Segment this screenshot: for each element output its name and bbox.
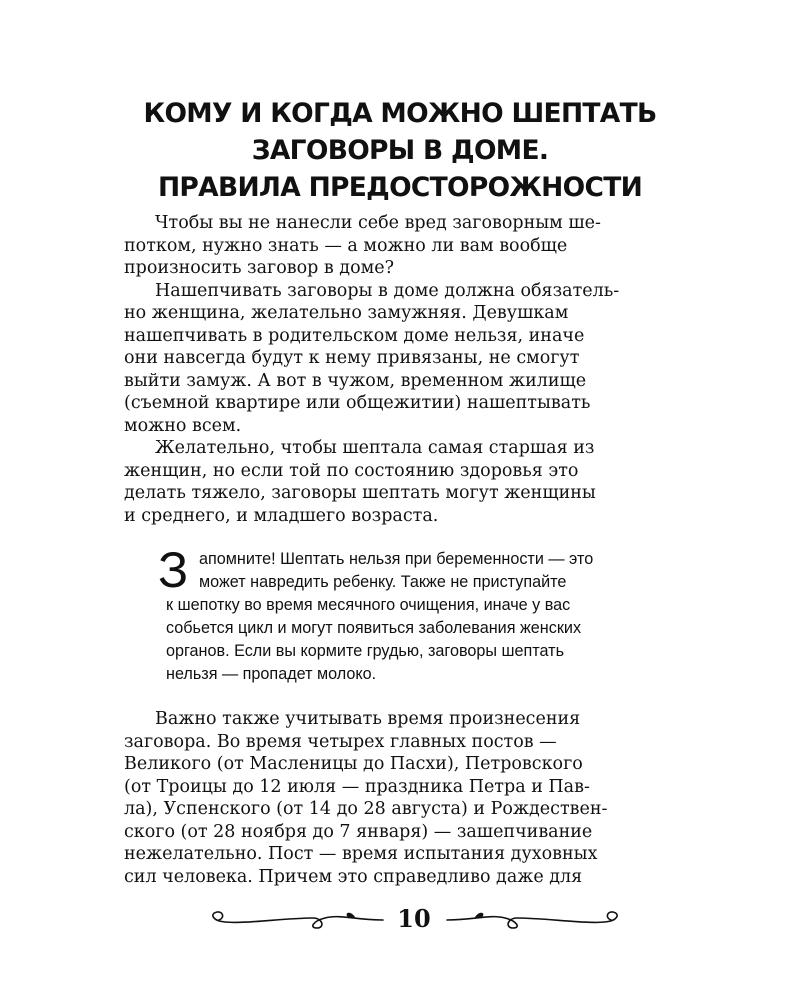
- text-line: они навсегда будут к нему привязаны, не смогут: [124, 348, 580, 368]
- text-line: нежелательно. Пост — время испытания духовных: [124, 844, 598, 864]
- note-line: собьется цикл и могут появиться заболевания женских: [166, 619, 582, 637]
- right-flourish-ornament-icon: [445, 906, 625, 934]
- text-line: женщин, но если той по состоянию здоровья это: [124, 460, 579, 481]
- text-line: выйти замуж. А вот в чужом, временном жилище: [124, 370, 587, 391]
- left-flourish-ornament-icon: [205, 906, 385, 934]
- remember-note-box: [158, 542, 706, 686]
- title-line: ПРАВИЛА ПРЕДОСТОРОЖНОСТИ: [157, 172, 643, 203]
- note-line: может навредить ребенку. Также не приступайте: [199, 573, 567, 591]
- text-line: Важно также учитывать время произнесения: [155, 709, 581, 729]
- text-line: потком, нужно знать — а можно ли вам вообще: [124, 235, 568, 256]
- note-line: апомните! Шептать нельзя при беременности — это: [199, 550, 594, 568]
- text-line: (съемной квартире или общежитии) нашептывать: [124, 393, 591, 413]
- text-line: делать тяжело, заговоры шептать могут женщины: [124, 483, 596, 503]
- text-line: можно всем.: [124, 415, 242, 436]
- text-line: Нашепчивать заговоры в доме должна обязатель-: [155, 280, 620, 301]
- drop-cap: З: [158, 542, 189, 598]
- text-line: ского (от 28 ноября до 7 января) — зашепчивание: [124, 821, 593, 842]
- chapter-title: [110, 95, 690, 206]
- note-line: нельзя — пропадет молоко.: [166, 665, 377, 683]
- text-line: ла), Успенского (от 14 до 28 августа) и Рождествен-: [124, 799, 608, 819]
- text-line: произносить заговор в доме?: [124, 258, 394, 278]
- body-text-section-1: [124, 212, 708, 527]
- page-number: 10: [397, 904, 431, 933]
- text-line: сил человека. Причем это справедливо даже для: [124, 866, 583, 887]
- note-line: органов. Если вы кормите грудью, заговоры шептать: [166, 642, 564, 660]
- title-line: КОМУ И КОГДА МОЖНО ШЕПТАТЬ: [143, 98, 657, 129]
- body-text-section-2: [124, 708, 708, 888]
- text-line: Желательно, чтобы шептала самая старшая из: [155, 438, 595, 458]
- text-line: Великого (от Масленицы до Пасхи), Петровского: [124, 754, 583, 774]
- text-line: (от Троицы до 12 июля — праздника Петра и Пав-: [124, 776, 590, 797]
- text-line: заговора. Во время четырех главных постов —: [124, 731, 557, 752]
- text-line: но женщина, желательно замужняя. Девушкам: [124, 303, 569, 323]
- page-footer: [205, 900, 625, 940]
- text-line: нашепчивать в родительском доме нельзя, иначе: [124, 325, 585, 346]
- text-line: Чтобы вы не нанесли себе вред заговорным ше-: [155, 213, 601, 233]
- text-line: и среднего, и младшего возраста.: [124, 505, 439, 526]
- note-line: к шепотку во время месячного очищения, иначе у вас: [166, 596, 571, 614]
- title-line: ЗАГОВОРЫ В ДОМЕ.: [251, 135, 549, 166]
